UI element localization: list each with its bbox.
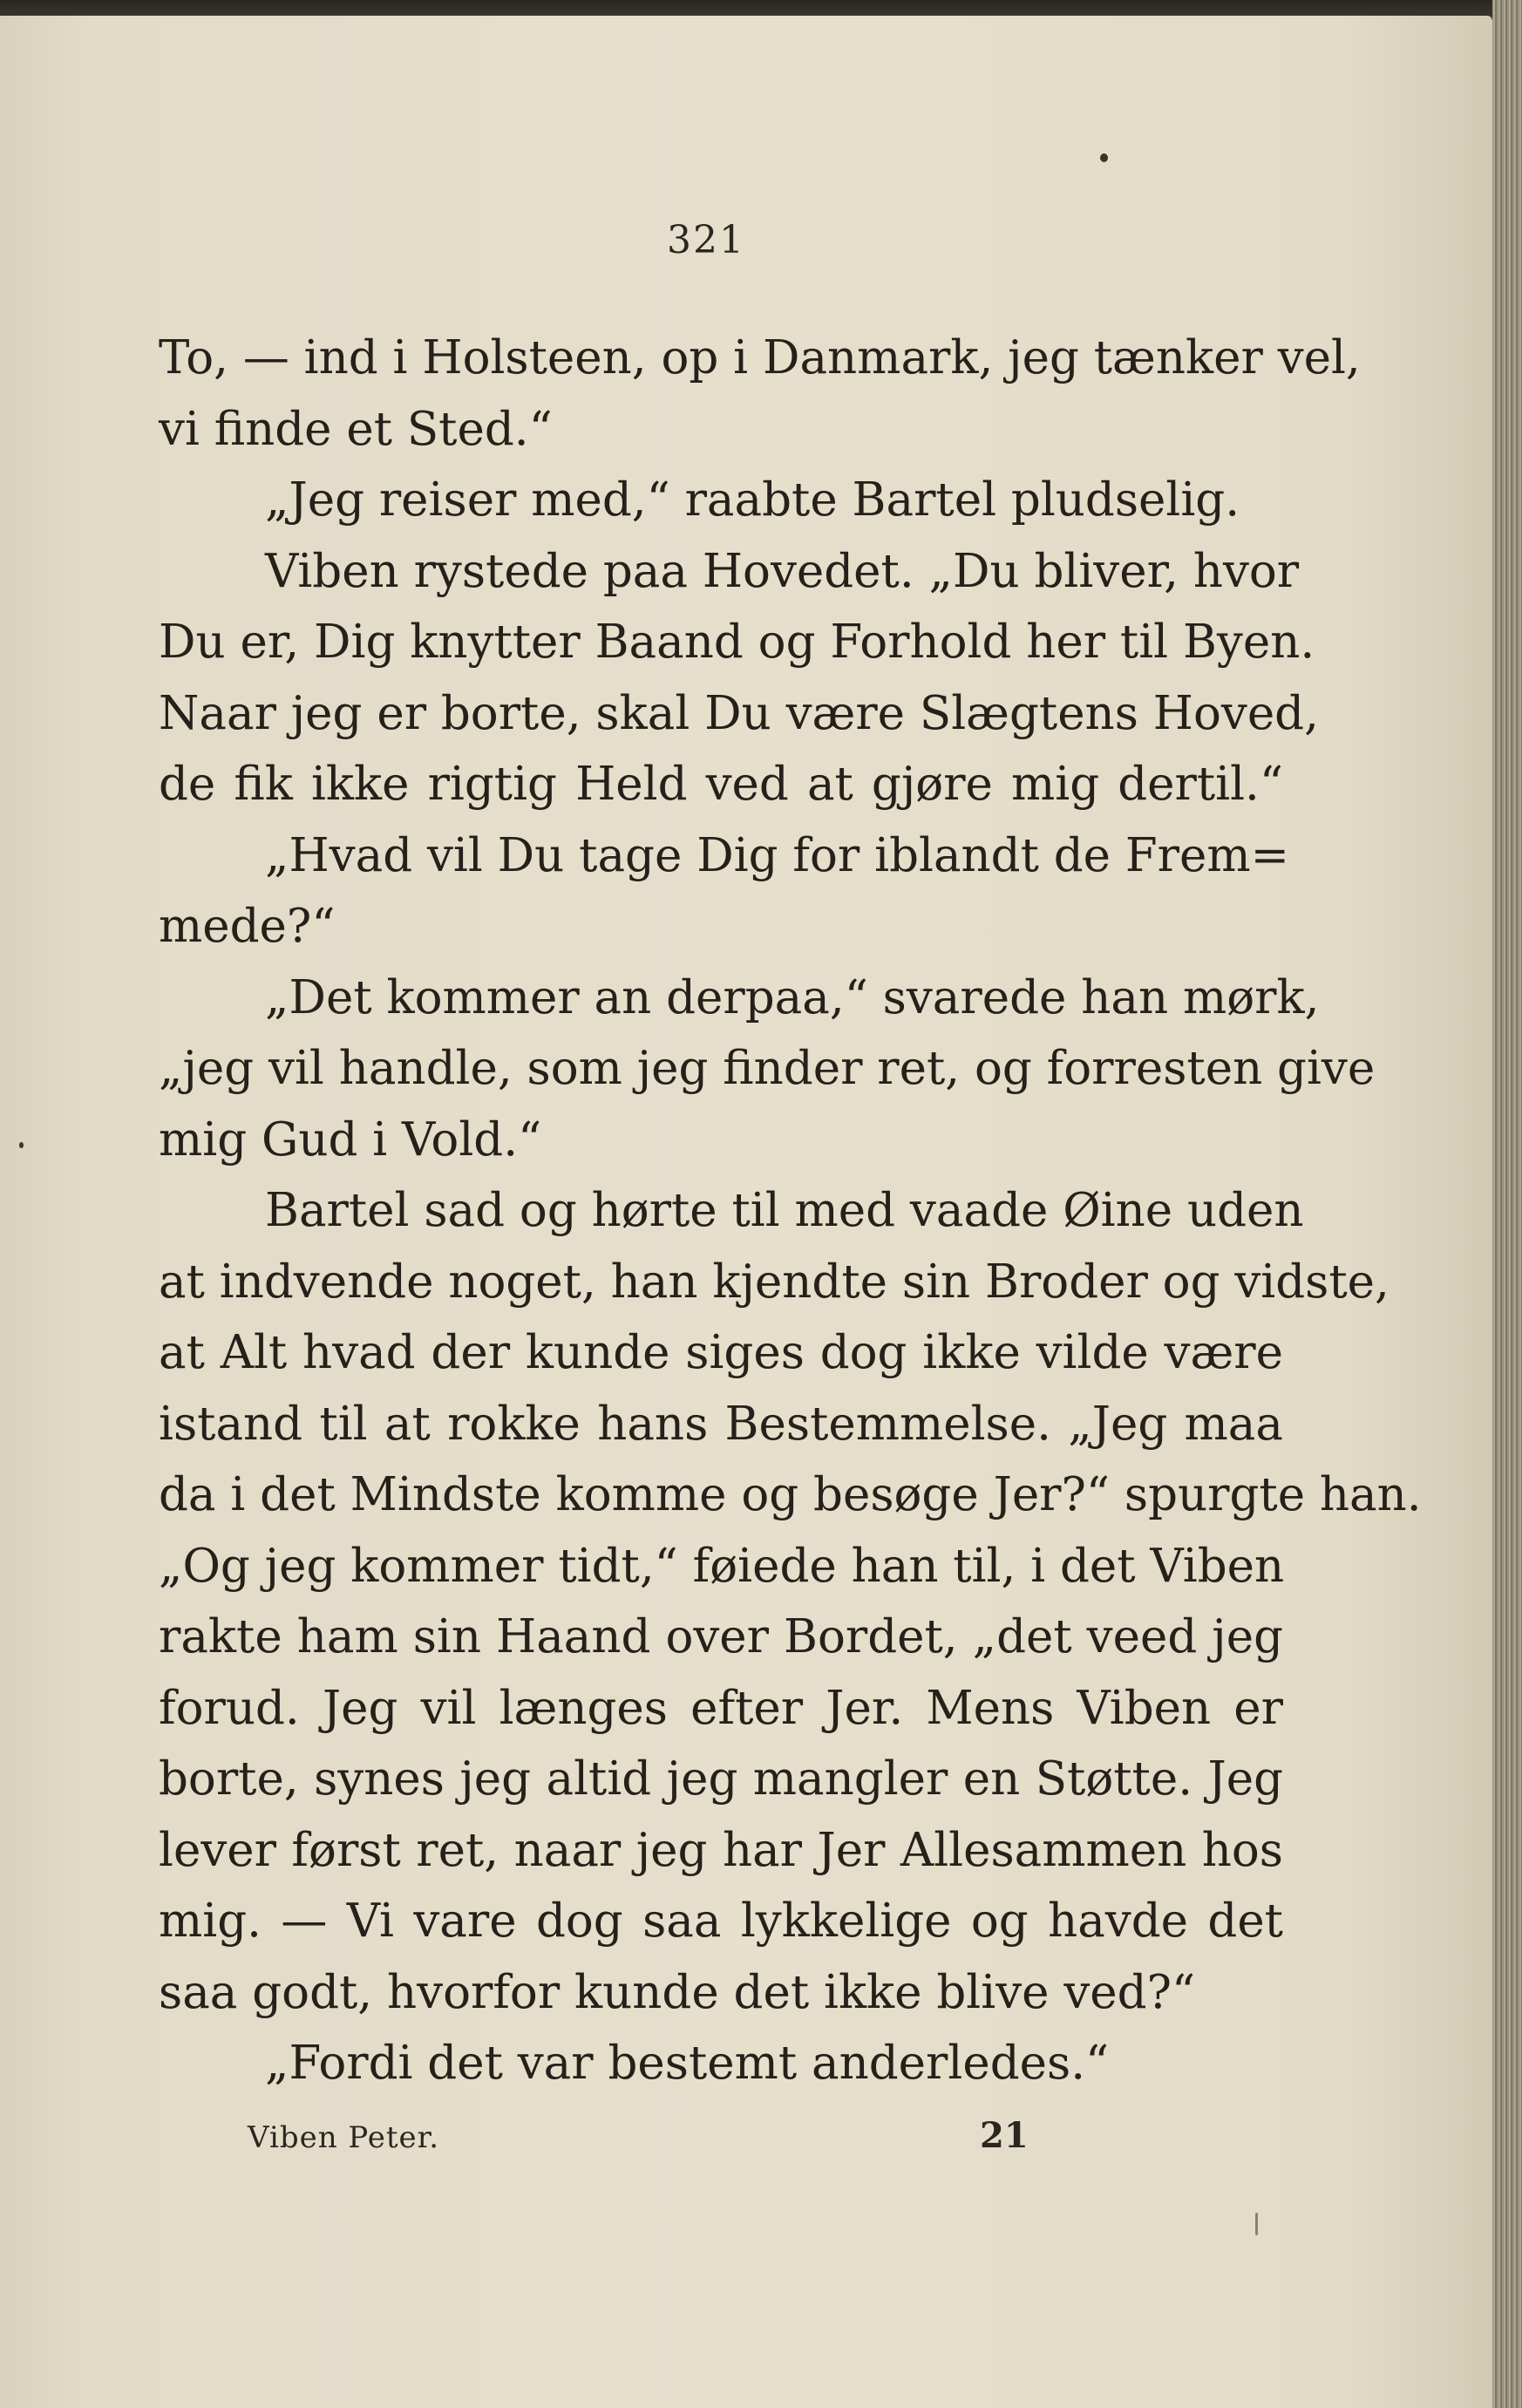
text-line: vi finde et Sted.“: [159, 402, 553, 456]
ink-speck: [19, 1142, 24, 1148]
page-number: 321: [667, 218, 745, 262]
text-line: „Jeg reiser med,“ raabte Bartel pludselig.: [265, 473, 1240, 527]
signature-number: 21: [980, 2115, 1029, 2156]
text-line: mede?“: [159, 900, 336, 953]
text-line: „jeg vil handle, som jeg finder ret, og forresten give: [159, 1042, 1376, 1095]
text-line: at indvende noget, han kjendte sin Broder og vidste,: [159, 1255, 1390, 1309]
text-line: „Og jeg kommer tidt,“ føiede han til, i det Viben: [159, 1539, 1285, 1593]
text-line: mig Gud i Vold.“: [159, 1112, 542, 1167]
text-line: Bartel sad og hørte til med vaade Øine uden: [265, 1184, 1304, 1237]
text-line: lever først ret, naar jeg har Jer Allesammen hos: [159, 1823, 1283, 1877]
text-line: „Fordi det var bestemt anderledes.“: [265, 2037, 1110, 2090]
text-line: Naar jeg er borte, skal Du være Slægtens Hoved,: [159, 686, 1319, 740]
text-line: forud. Jeg vil længes efter Jer. Mens Viben er: [159, 1681, 1283, 1735]
text-line: Du er, Dig knytter Baand og Forhold her til Byen.: [159, 616, 1315, 669]
ink-speck: [1255, 2213, 1258, 2235]
book-top-edge: [0, 0, 1522, 17]
text-line: „Hvad vil Du tage Dig for iblandt de Frem=: [265, 828, 1290, 882]
text-line: saa godt, hvorfor kunde det ikke blive ved?“: [159, 1965, 1196, 2019]
signature-mark: Viben Peter.: [248, 2120, 440, 2155]
text-line: Viben rystede paa Hovedet. „Du bliver, hvor: [265, 544, 1300, 598]
text-line: de fik ikke rigtig Held ved at gjøre mig dertil.“: [159, 758, 1283, 811]
body-text: [159, 323, 1422, 2099]
ink-speck: [1100, 153, 1108, 162]
text-line: istand til at rokke hans Bestemmelse. „Jeg maa: [159, 1397, 1283, 1451]
text-line: at Alt hvad der kunde siges dog ikke vilde være: [159, 1326, 1283, 1379]
text-line: mig. — Vi vare dog saa lykkelige og havde det: [159, 1894, 1283, 1948]
page-footer: [159, 2115, 1030, 2173]
text-line: To, — ind i Holsteen, op i Danmark, jeg tænker vel,: [159, 331, 1361, 384]
page-edge-stack: [1492, 0, 1522, 2408]
text-line: borte, synes jeg altid jeg mangler en Støtte. Jeg: [159, 1752, 1283, 1806]
text-line: rakte ham sin Haand over Bordet, „det veed jeg: [159, 1610, 1283, 1663]
text-line: da i det Mindste komme og besøge Jer?“ spurgte han.: [159, 1468, 1422, 1521]
text-line: „Det kommer an derpaa,“ svarede han mørk,: [265, 970, 1320, 1024]
